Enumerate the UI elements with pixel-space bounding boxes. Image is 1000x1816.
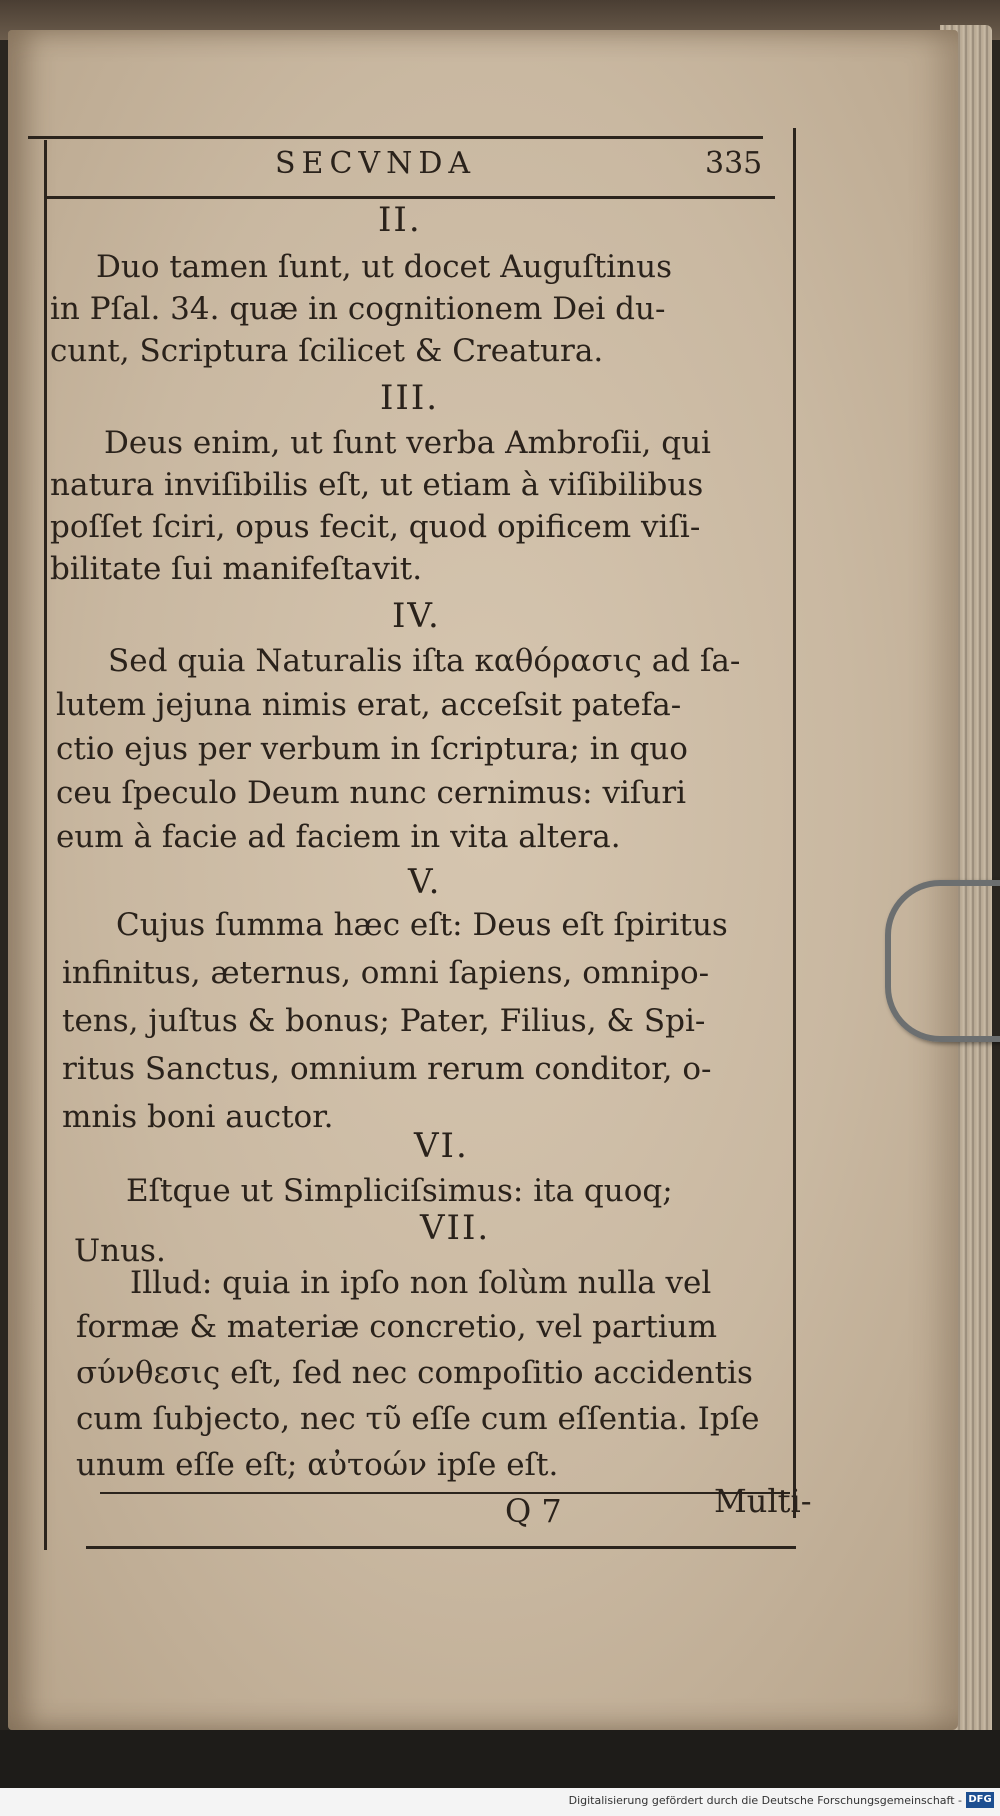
text-line: tens, juſtus & bonus; Pater, Filius, & Spi-: [62, 1003, 706, 1039]
text-line: unum eſſe eſt; αὐτοών ipſe eſt.: [76, 1447, 559, 1483]
text-line: ritus Sanctus, omnium rerum conditor, o-: [62, 1051, 712, 1087]
text-line: natura inviſibilis eſt, ut etiam à viſibilibus: [50, 467, 704, 503]
frame-right-rule: [793, 128, 796, 1518]
text-line: Eſtque ut Simpliciſsimus: ita quoq;: [126, 1173, 673, 1209]
section-numeral: II.: [378, 200, 422, 240]
text-line: lutem jejuna nimis erat, acceſsit patefa-: [56, 687, 682, 723]
text-line: mnis boni auctor.: [62, 1099, 334, 1135]
text-line: Deus enim, ut ſunt verba Ambroſii, qui: [104, 425, 711, 461]
section-numeral: VII.: [420, 1208, 491, 1248]
page-number: 335: [705, 146, 763, 181]
text-line: ceu ſpeculo Deum nunc cernimus: viſuri: [56, 775, 687, 811]
header-under-rule: [45, 196, 775, 199]
text-line: eum à facie ad faciem in vita altera.: [56, 819, 621, 855]
text-line: Unus.: [74, 1233, 166, 1269]
text-line: σύνθεσις eſt, ſed nec compoſitio accidentis: [76, 1355, 753, 1391]
text-line: Cujus ſumma hæc eſt: Deus eſt ſpiritus: [116, 907, 728, 943]
running-head: SECVNDA: [275, 146, 477, 181]
text-line: in Pſal. 34. quæ in cognitionem Dei du-: [50, 291, 666, 327]
section-numeral: III.: [380, 378, 440, 418]
book-clip: [885, 880, 1000, 1042]
frame-top-rule: [28, 136, 763, 139]
signature-mark: Q 7: [505, 1492, 562, 1530]
catchword: Multi-: [714, 1482, 812, 1520]
text-line: formæ & materiæ concretio, vel partium: [76, 1309, 717, 1345]
section-numeral: V.: [408, 862, 442, 902]
text-line: Duo tamen ſunt, ut docet Auguſtinus: [96, 249, 673, 285]
section-numeral: VI.: [414, 1126, 469, 1166]
credit-text: Digitalisierung gefördert durch die Deutsche Forschungsgemeinschaft -: [568, 1794, 962, 1807]
section-numeral: IV.: [392, 596, 441, 636]
text-line: infinitus, æternus, omni ſapiens, omnipo-: [62, 955, 710, 991]
text-line: Illud: quia in ipſo non ſolùm nulla vel: [130, 1265, 712, 1301]
frame-left-rule: [44, 140, 47, 1550]
text-line: cum ſubjecto, nec τῦ eſſe cum eſſentia. Ipſe: [76, 1401, 760, 1437]
text-line: poſſet ſciri, opus fecit, quod opificem viſi-: [50, 509, 701, 545]
text-line: Sed quia Naturalis iſta καθόρασις ad ſa-: [108, 643, 741, 679]
dfg-logo-icon: DFG: [966, 1792, 994, 1808]
frame-bottom-rule: [86, 1546, 796, 1549]
footer-rule: [100, 1492, 790, 1494]
text-line: cunt, Scriptura ſcilicet & Creatura.: [50, 333, 604, 369]
text-line: ctio ejus per verbum in ſcriptura; in quo: [56, 731, 688, 767]
text-line: bilitate ſui manifeſtavit.: [50, 551, 423, 587]
